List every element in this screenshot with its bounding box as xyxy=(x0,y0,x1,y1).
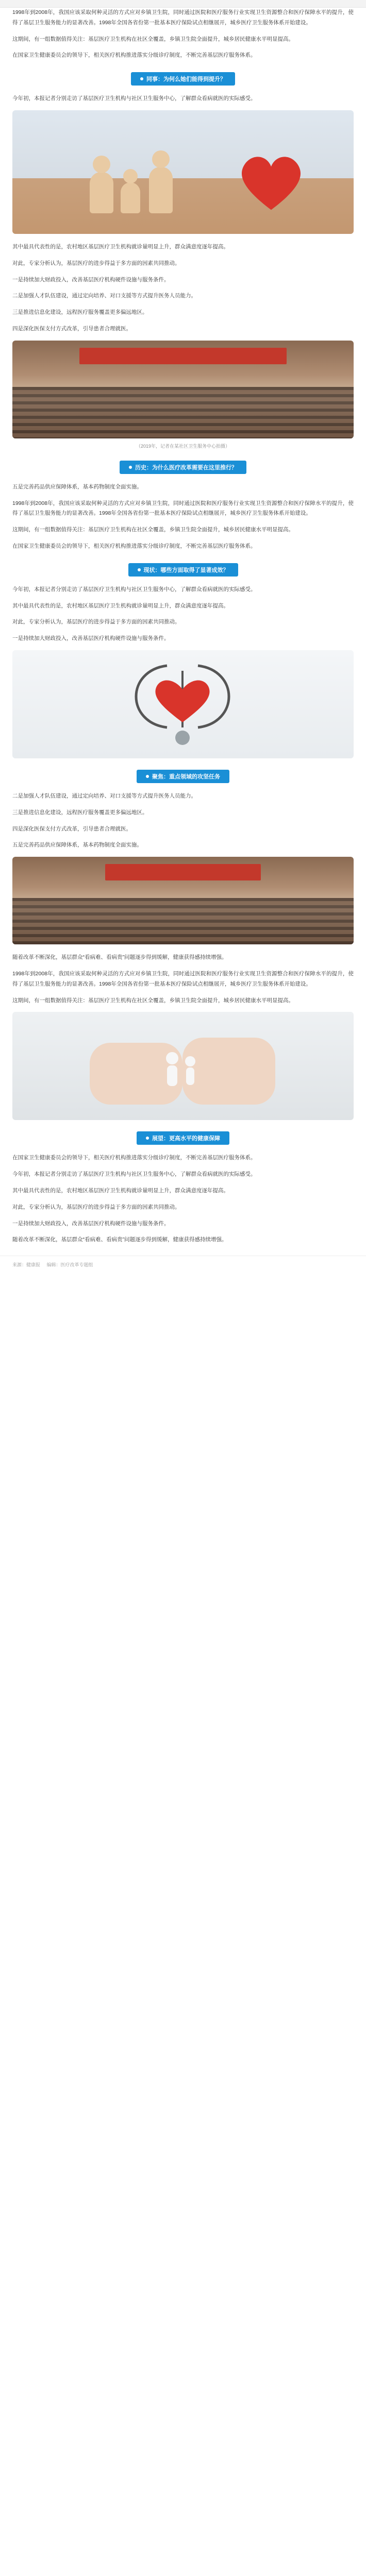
stethoscope-icon xyxy=(12,650,354,758)
bullet-dot-icon xyxy=(146,1137,149,1140)
paragraph: 对此，专家分析认为，基层医疗的进步得益于多方面的因素共同推动。 xyxy=(12,1204,180,1210)
paragraph: 一是持续加大财政投入，改善基层医疗机构硬件设施与服务条件。 xyxy=(12,1220,170,1227)
top-divider xyxy=(0,0,366,8)
bullet-dot-icon xyxy=(129,466,132,469)
paragraph: 二是加强人才队伍建设，通过定向培养、对口支援等方式提升医务人员能力。 xyxy=(12,792,196,799)
wooden-figures-photo xyxy=(12,110,354,234)
conference-photo xyxy=(12,857,354,944)
stage-banner xyxy=(105,864,261,880)
editor-label: 编辑：医疗改革专题组 xyxy=(46,1262,93,1268)
paragraph: 这期间，有一组数据值得关注：基层医疗卫生机构在社区全覆盖，乡镇卫生院全面提升，城乡居民健康水平明显提高。 xyxy=(12,36,294,42)
paragraph: 今年初，本报记者分别走访了基层医疗卫生机构与社区卫生服务中心，了解群众看病就医的实际感受。 xyxy=(12,1171,256,1178)
paragraph: 五是完善药品供应保障体系，基本药物制度全面实施。 xyxy=(12,483,142,490)
paragraph: 1998年到2008年，我国应该采取何种灵活的方式应对乡镇卫生院，同时通过医院和医疗服务行业实现卫生资源整合和医疗保障水平的提升，使得了基层卫生服务能力的显著改善。1998年全国各省份第一批基本医疗保险试点相继展开，城乡医疗卫生服务体系开始建设。 xyxy=(12,970,354,987)
paragraph: 这期间，有一组数据值得关注：基层医疗卫生机构在社区全覆盖，乡镇卫生院全面提升，城乡居民健康水平明显提高。 xyxy=(12,527,294,533)
paragraph: 1998年到2008年，我国应该采取何种灵活的方式应对乡镇卫生院，同时通过医院和医疗服务行业实现卫生资源整合和医疗保障水平的提升，使得了基层卫生服务能力的显著改善。1998年全国各省份第一批基本医疗保险试点相继展开，城乡医疗卫生服务体系开始建设。 xyxy=(12,9,354,26)
audience-rows xyxy=(12,387,354,438)
meeting-photo xyxy=(12,341,354,438)
section-heading xyxy=(12,72,354,86)
paragraph: 1998年到2008年，我国应该采取何种灵活的方式应对乡镇卫生院，同时通过医院和医疗服务行业实现卫生资源整合和医疗保障水平的提升，使得了基层卫生服务能力的显著改善。1998年全国各省份第一批基本医疗保险试点相继展开，城乡医疗卫生服务体系开始建设。 xyxy=(12,500,354,517)
heart-icon xyxy=(235,151,307,213)
bullet-dot-icon xyxy=(140,77,143,80)
section-heading-label: 历史：为什么医疗改革需要在这里推行？ xyxy=(135,464,237,471)
paragraph: 三是推进信息化建设，远程医疗服务覆盖更多偏远地区。 xyxy=(12,809,148,816)
paragraph: 三是推进信息化建设，远程医疗服务覆盖更多偏远地区。 xyxy=(12,309,148,316)
paragraph: 四是深化医保支付方式改革，引导患者合理就医。 xyxy=(12,325,131,332)
section-heading-pill xyxy=(131,72,235,86)
paragraph: 在国家卫生健康委员会的领导下，相关医疗机构推进落实分级诊疗制度，不断完善基层医疗服务体系。 xyxy=(12,52,256,59)
paragraph: 四是深化医保支付方式改革，引导患者合理就医。 xyxy=(12,825,131,832)
section-heading-label: 现状：哪些方面取得了显著成效？ xyxy=(143,567,229,573)
bullet-dot-icon xyxy=(138,568,141,571)
source-label: 来源：健康报 xyxy=(12,1262,41,1268)
section-heading xyxy=(12,770,354,783)
paragraph: 对此，专家分析认为，基层医疗的进步得益于多方面的因素共同推动。 xyxy=(12,260,180,266)
stethoscope-heart-photo xyxy=(12,650,354,758)
section-heading-label: 展望：更高水平的健康保障 xyxy=(152,1136,220,1142)
photo-caption: （2019年，记者在某社区卫生服务中心拍摄） xyxy=(136,443,230,449)
paragraph: 对此，专家分析认为，基层医疗的进步得益于多方面的因素共同推动。 xyxy=(12,619,180,625)
article-footer xyxy=(0,1256,366,1273)
paragraph: 在国家卫生健康委员会的领导下，相关医疗机构推进落实分级诊疗制度，不断完善基层医疗服务体系。 xyxy=(12,543,256,549)
wooden-figure-icon xyxy=(121,182,140,213)
section-heading xyxy=(12,563,354,577)
paragraph: 二是加强人才队伍建设，通过定向培养、对口支援等方式提升医务人员能力。 xyxy=(12,293,196,299)
section-heading-pill xyxy=(137,770,229,783)
paragraph: 这期间，有一组数据值得关注：基层医疗卫生机构在社区全覆盖，乡镇卫生院全面提升，城乡居民健康水平明显提高。 xyxy=(12,997,294,1004)
stage-banner xyxy=(79,348,287,364)
article-body xyxy=(0,8,366,1245)
paragraph: 其中最具代表性的是，农村地区基层医疗卫生机构就诊量明显上升，群众满意度逐年提高。 xyxy=(12,243,229,250)
section-heading xyxy=(12,1131,354,1145)
paragraph: 一是持续加大财政投入，改善基层医疗机构硬件设施与服务条件。 xyxy=(12,276,170,283)
paragraph: 随着改革不断深化，基层群众“看病难、看病贵”问题逐步得到缓解，健康获得感持续增强。 xyxy=(12,954,227,961)
paragraph: 其中最具代表性的是，农村地区基层医疗卫生机构就诊量明显上升，群众满意度逐年提高。 xyxy=(12,1187,229,1194)
bullet-dot-icon xyxy=(146,775,149,778)
section-heading-pill xyxy=(128,563,238,577)
paragraph: 今年初，本报记者分别走访了基层医疗卫生机构与社区卫生服务中心，了解群众看病就医的实际感受。 xyxy=(12,95,256,102)
audience-rows xyxy=(12,898,354,944)
paragraph: 在国家卫生健康委员会的领导下，相关医疗机构推进落实分级诊疗制度，不断完善基层医疗服务体系。 xyxy=(12,1155,256,1161)
hands-photo xyxy=(12,1012,354,1120)
paragraph: 今年初，本报记者分别走访了基层医疗卫生机构与社区卫生服务中心，了解群众看病就医的实际感受。 xyxy=(12,586,256,592)
section-heading xyxy=(12,461,354,474)
section-heading-label: 聚焦：重点领域的攻坚任务 xyxy=(152,773,220,780)
family-figures-icon xyxy=(12,1012,354,1120)
paragraph: 五是完善药品供应保障体系，基本药物制度全面实施。 xyxy=(12,842,142,849)
paragraph: 其中最具代表性的是，农村地区基层医疗卫生机构就诊量明显上升，群众满意度逐年提高。 xyxy=(12,602,229,609)
section-heading-pill xyxy=(120,461,246,474)
section-heading-pill xyxy=(137,1131,229,1145)
section-heading-label: 同事：为何么她们能得到提升？ xyxy=(146,76,226,83)
wooden-figure-icon xyxy=(149,167,173,213)
paragraph: 随着改革不断深化，基层群众“看病难、看病贵”问题逐步得到缓解，健康获得感持续增强。 xyxy=(12,1236,227,1243)
wooden-figure-icon xyxy=(90,172,113,213)
paragraph: 一是持续加大财政投入，改善基层医疗机构硬件设施与服务条件。 xyxy=(12,635,170,642)
